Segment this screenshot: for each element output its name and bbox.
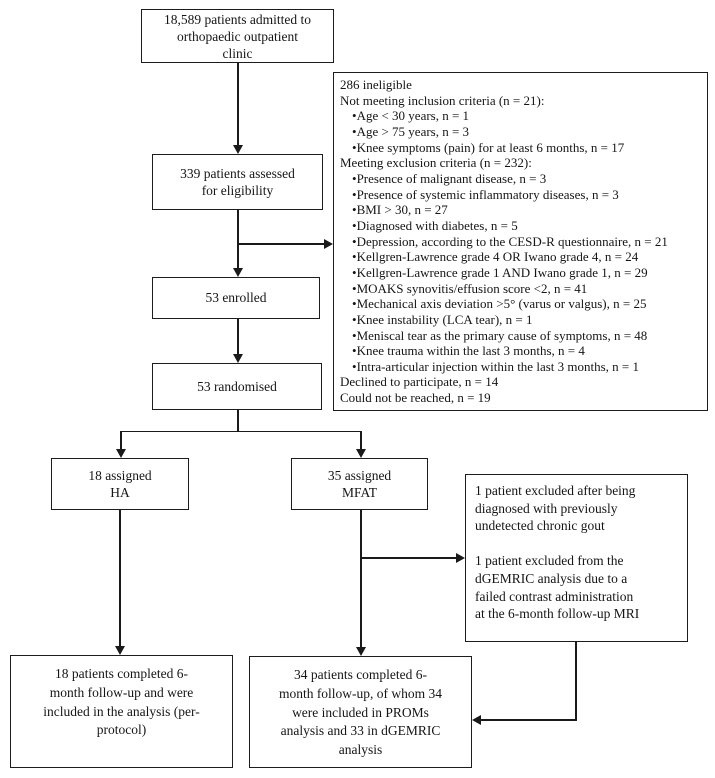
text-line: • Age < 30 years, n = 1: [340, 108, 701, 124]
text-line: • Kellgren-Lawrence grade 1 AND Iwano grade 1, n = 29: [340, 265, 701, 281]
box-admitted: [141, 9, 334, 63]
text-line: orthopaedic outpatient: [176, 28, 299, 44]
box-assigned-mfat: [291, 458, 428, 510]
text-line: Declined to participate, n = 14: [340, 374, 499, 390]
arrowhead-down-icon: [233, 145, 243, 154]
text-line: analysis: [338, 742, 383, 758]
connector-assessed-enrolled: [237, 210, 239, 268]
box-ineligible-criteria: [333, 72, 708, 411]
text-line: • Depression, according to the CESD-R questionnaire, n = 21: [340, 234, 701, 250]
connector-excluded-left: [481, 719, 576, 721]
text-line: undetected chronic gout: [475, 518, 605, 534]
connector-split-mfat: [360, 431, 362, 449]
arrowhead-right-icon: [456, 553, 465, 563]
text-line: Could not be reached, n = 19: [340, 390, 491, 406]
text-line: • Intra-articular injection within the last 3 months, n = 1: [340, 359, 701, 375]
text-line: clinic: [222, 45, 253, 61]
connector-randomised-split: [237, 410, 239, 432]
text-line: • Knee instability (LCA tear), n = 1: [340, 312, 701, 328]
text-line: 53 enrolled: [205, 290, 267, 306]
text-line: 1 patient excluded from the: [475, 553, 624, 569]
text-line: • Age > 75 years, n = 3: [340, 124, 701, 140]
connector-branch-excluded: [361, 557, 456, 559]
text-line: were included in PROMs: [292, 704, 429, 720]
text-line: • Knee symptoms (pain) for at least 6 months, n = 17: [340, 140, 701, 156]
text-line: • Knee trauma within the last 3 months, n = 4: [340, 343, 701, 359]
text-line: • MOAKS synovitis/effusion score <2, n = 41: [340, 281, 701, 297]
text-line: 18,589 patients admitted to: [164, 11, 311, 27]
connector-mfat-outcome: [360, 510, 362, 647]
box-enrolled: [152, 277, 320, 319]
arrowhead-down-icon: [116, 449, 126, 458]
arrowhead-right-icon: [324, 239, 333, 249]
text-line: 34 patients completed 6-: [293, 667, 428, 682]
text-line: [475, 535, 679, 553]
connector-split-horizontal: [120, 431, 362, 433]
arrowhead-down-icon: [356, 449, 366, 458]
box-randomised: [152, 363, 322, 410]
box-assigned-ha: [51, 458, 189, 510]
connector-ha-outcome: [119, 510, 121, 646]
arrowhead-down-icon: [233, 354, 243, 363]
text-line: protocol): [96, 722, 147, 738]
text-line: included in the analysis (per-: [43, 703, 200, 719]
arrowhead-down-icon: [233, 268, 243, 277]
text-line: • Kellgren-Lawrence grade 4 OR Iwano grade 4, n = 24: [340, 249, 701, 265]
box-ha-outcome: [10, 655, 233, 768]
text-line: at the 6-month follow-up MRI: [475, 606, 640, 622]
text-line: • Presence of systemic inflammatory diseases, n = 3: [340, 187, 701, 203]
text-line: 53 randomised: [197, 378, 277, 394]
text-line: • Presence of malignant disease, n = 3: [340, 171, 701, 187]
text-line: 18 patients completed 6-: [54, 666, 189, 681]
box-assessed-for-eligibility: [152, 154, 323, 210]
text-line: diagnosed with previously: [475, 500, 618, 516]
text-line: Not meeting inclusion criteria (n = 21):: [340, 92, 545, 108]
text-line: HA: [110, 485, 130, 500]
box-mfat-outcome: [249, 656, 472, 768]
text-line: for eligibility: [201, 183, 274, 198]
connector-admitted-assessed: [237, 63, 239, 145]
text-line: • Mechanical axis deviation >5° (varus or valgus), n = 25: [340, 296, 701, 312]
text-line: 339 patients assessed: [180, 165, 295, 181]
arrowhead-left-icon: [472, 715, 481, 725]
text-line: • Diagnosed with diabetes, n = 5: [340, 218, 701, 234]
text-line: • Meniscal tear as the primary cause of symptoms, n = 48: [340, 328, 701, 344]
text-line: MFAT: [341, 485, 377, 500]
arrowhead-down-icon: [356, 647, 366, 656]
text-line: • BMI > 30, n = 27: [340, 202, 701, 218]
connector-enrolled-randomised: [237, 319, 239, 354]
text-line: analysis and 33 in dGEMRIC: [280, 723, 441, 739]
box-patients-excluded: [465, 474, 688, 642]
text-line: Meeting exclusion criteria (n = 232):: [340, 155, 532, 171]
connector-excluded-down: [575, 642, 577, 721]
text-line: 1 patient excluded after being: [475, 483, 636, 498]
arrowhead-down-icon: [115, 646, 125, 655]
text-line: 286 ineligible: [340, 77, 412, 92]
text-line: month follow-up and were: [49, 684, 194, 700]
text-line: dGEMRIC analysis due to a: [475, 570, 628, 586]
text-line: 18 assigned: [88, 467, 152, 483]
text-line: month follow-up, of whom 34: [278, 685, 443, 701]
connector-split-ha: [120, 431, 122, 449]
text-line: failed contrast administration: [475, 588, 634, 604]
connector-branch-ineligible: [238, 243, 324, 245]
text-line: 35 assigned: [327, 467, 392, 483]
